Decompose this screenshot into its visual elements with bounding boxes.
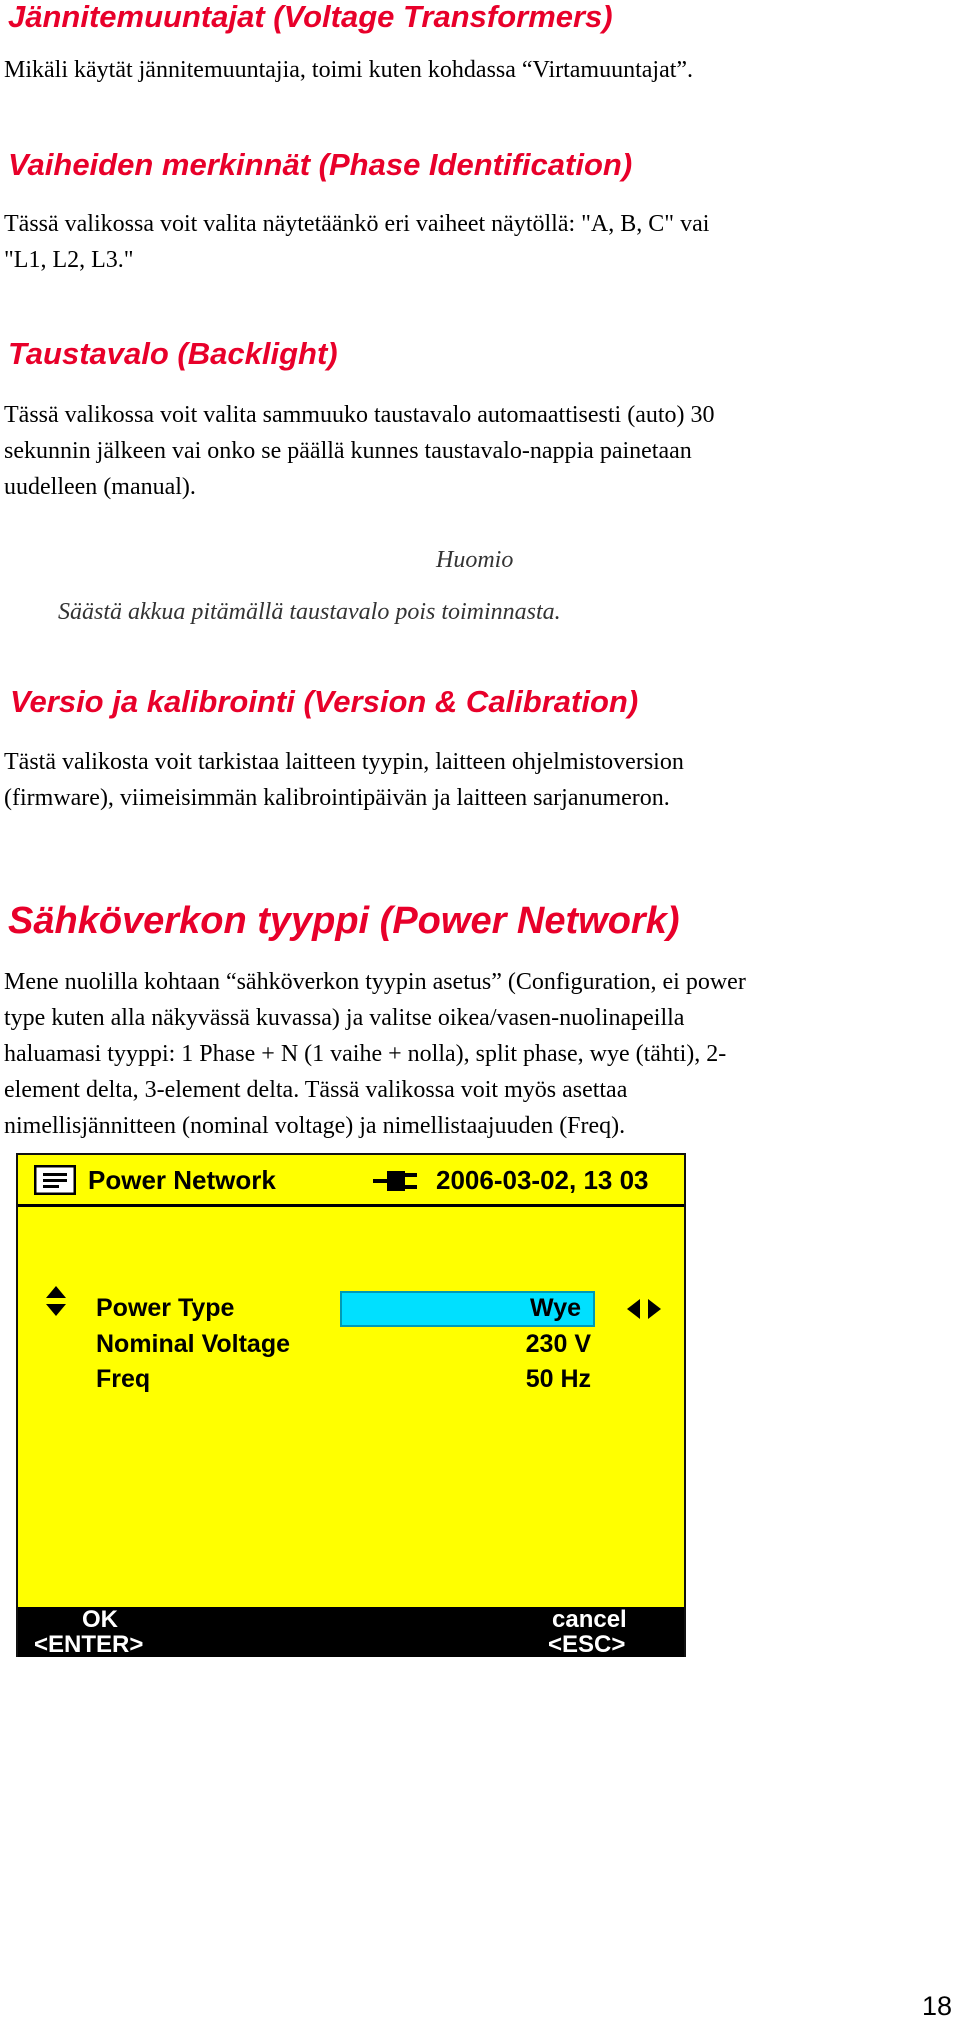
heading-phase-identification: Vaiheiden merkinnät (Phase Identification) — [8, 147, 633, 182]
paragraph-voltage: Mikäli käytät jännitemuuntajia, toimi kuten kohdassa “Virtamuuntajat”. — [4, 57, 694, 83]
ok-softkey-key: <ENTER> — [34, 1631, 144, 1658]
heading-power-network: Sähköverkon tyyppi (Power Network) — [8, 900, 680, 942]
row-label-nominal-voltage: Nominal Voltage — [96, 1330, 291, 1358]
plug-icon — [373, 1167, 419, 1195]
heading-version-calibration: Versio ja kalibrointi (Version & Calibration) — [10, 684, 639, 719]
paragraph-network-line-4: element delta, 3-element delta. Tässä valikossa voit myös asettaa — [4, 1077, 628, 1103]
row-label-power-type: Power Type — [96, 1294, 235, 1322]
paragraph-phase-line-2: "L1, L2, L3." — [4, 247, 134, 273]
paragraph-backlight-line-2: sekunnin jälkeen vai onko se päällä kunnes taustavalo-nappia painetaan — [4, 438, 692, 464]
cancel-softkey-label[interactable]: cancel — [552, 1606, 627, 1633]
paragraph-version-line-1: Tästä valikosta voit tarkistaa laitteen tyypin, laitteen ohjelmistoversion — [4, 749, 684, 775]
row-label-freq: Freq — [96, 1365, 151, 1393]
heading-voltage-transformers: Jännitemuuntajat (Voltage Transformers) — [8, 0, 613, 34]
heading-backlight: Taustavalo (Backlight) — [8, 336, 338, 371]
paragraph-network-line-1: Mene nuolilla kohtaan “sähköverkon tyypin asetus” (Configuration, ei power — [4, 969, 746, 995]
note-text: Säästä akkua pitämällä taustavalo pois toiminnasta. — [58, 599, 561, 625]
paragraph-backlight-line-1: Tässä valikossa voit valita sammuuko taustavalo automaattisesti (auto) 30 — [4, 402, 715, 428]
up-down-arrows-icon — [44, 1285, 68, 1317]
menu-icon — [34, 1165, 76, 1195]
note-title: Huomio — [436, 547, 514, 573]
screen-datetime: 2006-03-02, 13 03 — [436, 1165, 649, 1195]
screen-title: Power Network — [88, 1165, 276, 1195]
paragraph-phase-line-1: Tässä valikossa voit valita näytetäänkö eri vaiheet näytöllä: "A, B, C" vai — [4, 211, 710, 237]
ok-softkey-label[interactable]: OK — [82, 1606, 118, 1633]
cancel-softkey-key: <ESC> — [548, 1631, 626, 1658]
paragraph-version-line-2: (firmware), viimeisimmän kalibrointipäivän ja laitteen sarjanumeron. — [4, 785, 670, 811]
settings-panel — [18, 1207, 684, 1607]
page-number: 18 — [922, 1991, 953, 2021]
paragraph-network-line-3: haluamasi tyyppi: 1 Phase + N (1 vaihe + nolla), split phase, wye (tähti), 2- — [4, 1041, 727, 1067]
paragraph-network-line-5: nimellisjännitteen (nominal voltage) ja nimellistaajuuden (Freq). — [4, 1113, 626, 1139]
row-value-nominal-voltage: 230 V — [525, 1330, 591, 1358]
left-right-arrows-icon — [626, 1297, 662, 1321]
paragraph-network-line-2: type kuten alla näkyvässä kuvassa) ja valitse oikea/vasen-nuolinapeilla — [4, 1005, 685, 1031]
screen-title-bar — [18, 1155, 684, 1207]
device-screen — [16, 1153, 686, 1657]
screen-softkey-bar — [18, 1607, 684, 1657]
row-value-freq: 50 Hz — [525, 1365, 591, 1393]
row-value-power-type[interactable]: Wye — [530, 1294, 581, 1322]
paragraph-backlight-line-3: uudelleen (manual). — [4, 474, 196, 500]
